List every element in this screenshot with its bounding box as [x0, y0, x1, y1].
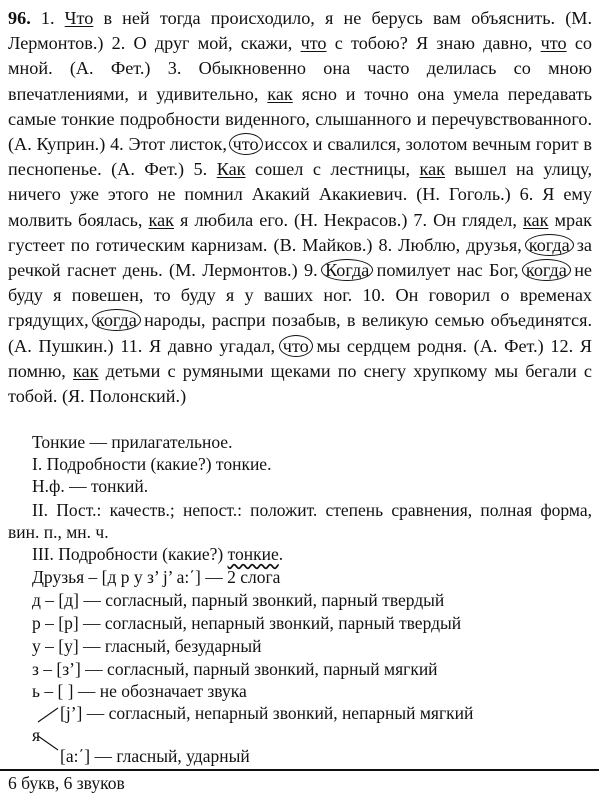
text-segment: сошел с лестницы, — [245, 159, 420, 180]
phonetic-row-ya-1: [j’] — согласный, непарный звонкий, непарный мягкий — [60, 703, 474, 723]
analysis-text: III. Подробности (какие?) — [32, 544, 228, 564]
circled-word: когда — [92, 309, 141, 331]
phonetic-letter-ya: я — [32, 725, 41, 745]
text-segment: помилует нас Бог, — [370, 260, 525, 281]
text-segment: со мной. (А. Фет.) 3. Обыкновенно она часто делилась со мною впечатлениями, и удивительно, — [8, 33, 592, 104]
analysis-line-5 — [32, 543, 283, 565]
underlined-word: как — [148, 209, 174, 230]
letter-sound-count: 6 букв, 6 звуков — [8, 773, 125, 793]
phonetic-header: Друзья – [д р у з’ j’ а:΄] — 2 слога — [32, 567, 281, 587]
text-segment: за речкой гаснет день. (М. Лермонтов.) 9. — [8, 234, 592, 281]
phonetic-row: у – [у] — гласный, безударный — [32, 636, 262, 656]
wavy-underlined-word: тонкие — [227, 544, 279, 564]
underlined-word: что — [540, 33, 567, 54]
text-segment: иссох и свалился, золотом вечным горит в песнопенье. (А. Фет.) 5. — [8, 134, 592, 180]
text-segment: вышел на улицу, ничего уже этого не помнил Акакий Акакиевич. (Н. Гоголь.) 6. Я ему молвить боялась, — [8, 159, 592, 230]
underlined-word: что — [300, 33, 327, 54]
underlined-word: Что — [64, 8, 94, 28]
analysis-line-3: Н.ф. — тонкий. — [32, 476, 149, 496]
circled-word: что — [229, 133, 263, 155]
underlined-word: как — [267, 83, 293, 104]
circled-word: когда — [525, 234, 574, 256]
underlined-word: Как — [216, 159, 246, 180]
phonetic-row: д – [д] — согласный, парный звонкий, парный твердый — [32, 590, 445, 610]
exercise-number: 96. — [8, 8, 31, 28]
text-segment: 1. — [30, 8, 65, 28]
text-segment: с тобою? Я знаю давно, — [326, 33, 541, 54]
separator-line — [0, 769, 599, 771]
text-segment: ясно и точно она умела передавать самые тонкие подробности виденного, слышанного и перечувствованного. (А. Куприн.) 4. Этот листок, — [8, 83, 592, 155]
analysis-text: . — [278, 544, 284, 564]
exercise-text — [8, 6, 592, 409]
phonetic-row: ь – [ ] — не обозначает звука — [32, 681, 247, 701]
phonetic-row: з – [з’] — согласный, парный звонкий, парный мягкий — [32, 659, 438, 679]
underlined-word: как — [419, 159, 446, 180]
circled-word: Когда — [321, 259, 373, 281]
text-segment: мы сердцем родня. (А. Фет.) 12. Я помню, — [8, 335, 593, 381]
analysis-line-2: I. Подробности (какие?) тонкие. — [32, 454, 272, 474]
underlined-word: как — [72, 360, 99, 381]
analysis-line-1: Тонкие — прилагательное. — [32, 432, 233, 452]
text-segment: я любила его. (Н. Некрасов.) 7. Он глядел, — [174, 209, 523, 230]
text-segment: в ней тогда происходило, я не берусь вам объяснить. (М. Лермонтов.) 2. О друг мой, скажи, — [8, 8, 592, 54]
phonetic-row: р – [р] — согласный, непарный звонкий, парный твердый — [32, 613, 462, 633]
circled-word: когда — [522, 259, 571, 281]
text-segment: народы, распри позабыв, в великую семью объединятся. (А. Пушкин.) 11. Я давно угадал, — [8, 310, 592, 356]
text-segment: мрак густеет по готическим карнизам. (В. Майков.) 8. Люблю, друзья, — [8, 209, 593, 255]
analysis-line-4: II. Пост.: качеств.; непост.: положит. степень сравнения, полная форма, вин. п., мн. ч. — [8, 500, 592, 542]
text-segment: детьми с румяными щеками по снегу хрупкому мы бегали с тобой. (Я. Полонский.) — [8, 360, 592, 407]
phonetic-row-ya-2: [а:΄] — гласный, ударный — [60, 746, 250, 766]
text-segment: не буду я повешен, то буду я у ваших ног. 10. Он говорил о временах грядущих, — [8, 260, 592, 331]
circled-word: что — [279, 335, 313, 357]
underlined-word: как — [522, 209, 549, 230]
